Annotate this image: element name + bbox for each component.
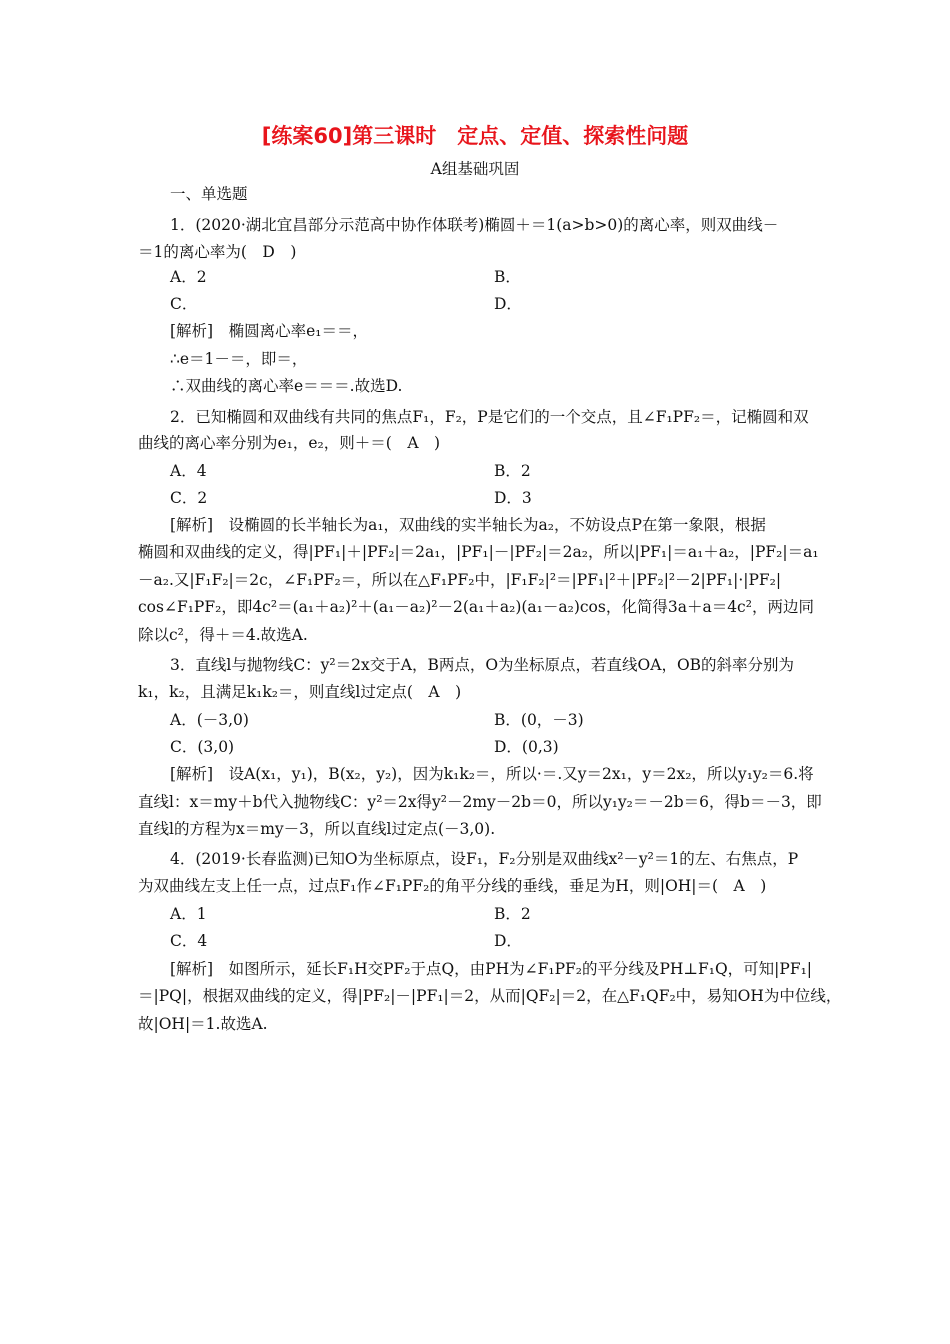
q1-option-c: C． <box>170 295 198 313</box>
question-2-stem-cont: 曲线的离心率分别为e₁，e₂，则＋＝( A ) <box>138 434 441 452</box>
question-4-stem-cont: 为双曲线左支上任一点，过点F₁作∠F₁PF₂的角平分线的垂线，垂足为H，则|OH|＝( A ) <box>138 877 767 895</box>
question-4-stem: 4．(2019·长春监测)已知O为坐标原点，设F₁，F₂分别是双曲线x²－y²＝1的左、右焦点，P <box>170 850 799 868</box>
q2-analysis-line: [解析] 设椭圆的长半轴长为a₁，双曲线的实半轴长为a₂，不妨设点P在第一象限，根据 <box>170 516 766 534</box>
q2-analysis-line: 椭圆和双曲线的定义，得|PF₁|＋|PF₂|＝2a₁，|PF₁|－|PF₂|＝2a₂，所以|PF₁|＝a₁＋a₂，|PF₂|＝a₁ <box>138 543 819 561</box>
question-3-stem-cont: k₁，k₂，且满足k₁k₂＝，则直线l过定点( A ) <box>138 683 462 701</box>
q4-option-a: A．1 <box>170 905 207 923</box>
q2-option-d: D．3 <box>494 489 532 507</box>
q3-analysis-line: 直线l的方程为x＝my－3，所以直线l过定点(－3,0). <box>138 820 496 838</box>
q4-option-c: C．4 <box>170 932 208 950</box>
question-1-stem-cont: ＝1的离心率为( D ) <box>138 243 297 261</box>
q2-option-a: A．4 <box>170 462 207 480</box>
page-title: [练案60]第三课时 定点、定值、探索性问题 <box>261 124 689 148</box>
question-2-stem: 2．已知椭圆和双曲线有共同的焦点F₁，F₂，P是它们的一个交点，且∠F₁PF₂＝，记椭圆和双 <box>170 408 809 426</box>
q1-analysis-line: ∴e＝1－＝，即＝， <box>170 350 308 368</box>
q4-analysis-line: ＝|PQ|，根据双曲线的定义，得|PF₂|－|PF₁|＝2，从而|QF₂|＝2，在△F₁QF₂中，易知OH为中位线， <box>138 987 842 1005</box>
section-heading: 一、单选题 <box>170 185 248 203</box>
group-subtitle: A组基础巩固 <box>430 160 520 178</box>
q1-analysis-line: [解析] 椭圆离心率e₁＝＝， <box>170 322 368 340</box>
q4-option-d: D． <box>494 932 522 950</box>
q1-analysis-line: ∴双曲线的离心率e＝＝＝.故选D. <box>170 377 403 395</box>
q2-analysis-line: cos∠F₁PF₂，即4c²＝(a₁＋a₂)²＋(a₁－a₂)²－2(a₁＋a₂)(a₁－a₂)cos，化简得3a＋a＝4c²，两边同 <box>138 598 814 616</box>
q3-analysis-line: 直线l：x＝my＋b代入抛物线C：y²＝2x得y²－2my－2b＝0，所以y₁y₂＝－2b＝6，得b＝－3，即 <box>138 793 822 811</box>
q2-option-c: C．2 <box>170 489 208 507</box>
q4-analysis-line: 故|OH|＝1.故选A. <box>138 1015 268 1033</box>
q4-analysis-line: [解析] 如图所示，延长F₁H交PF₂于点Q，由PH为∠F₁PF₂的平分线及PH⊥F₁Q，可知|PF₁| <box>170 960 813 978</box>
q3-analysis-line: [解析] 设A(x₁，y₁)，B(x₂，y₂)，因为k₁k₂＝，所以·＝.又y＝2x₁，y＝2x₂，所以y₁y₂＝6.将 <box>170 765 814 783</box>
q2-analysis-line: －a₂.又|F₁F₂|＝2c，∠F₁PF₂＝，所以在△F₁PF₂中，|F₁F₂|²＝|PF₁|²＋|PF₂|²－2|PF₁|·|PF₂| <box>138 571 782 589</box>
q1-option-d: D． <box>494 295 522 313</box>
q2-analysis-line: 除以c²，得＋＝4.故选A. <box>138 626 308 644</box>
q4-option-b: B．2 <box>494 905 531 923</box>
q3-option-a: A．(－3,0) <box>170 711 249 729</box>
q1-option-b: B． <box>494 268 521 286</box>
q3-option-c: C．(3,0) <box>170 738 235 756</box>
q3-option-b: B．(0，－3) <box>494 711 584 729</box>
q1-option-a: A．2 <box>170 268 207 286</box>
question-1-stem: 1．(2020·湖北宜昌部分示范高中协作体联考)椭圆＋＝1(a>b>0)的离心率，则双曲线－ <box>170 216 779 234</box>
q2-option-b: B．2 <box>494 462 531 480</box>
question-3-stem: 3．直线l与抛物线C：y²＝2x交于A，B两点，O为坐标原点，若直线OA，OB的斜率分别为 <box>170 656 795 674</box>
q3-option-d: D．(0,3) <box>494 738 559 756</box>
